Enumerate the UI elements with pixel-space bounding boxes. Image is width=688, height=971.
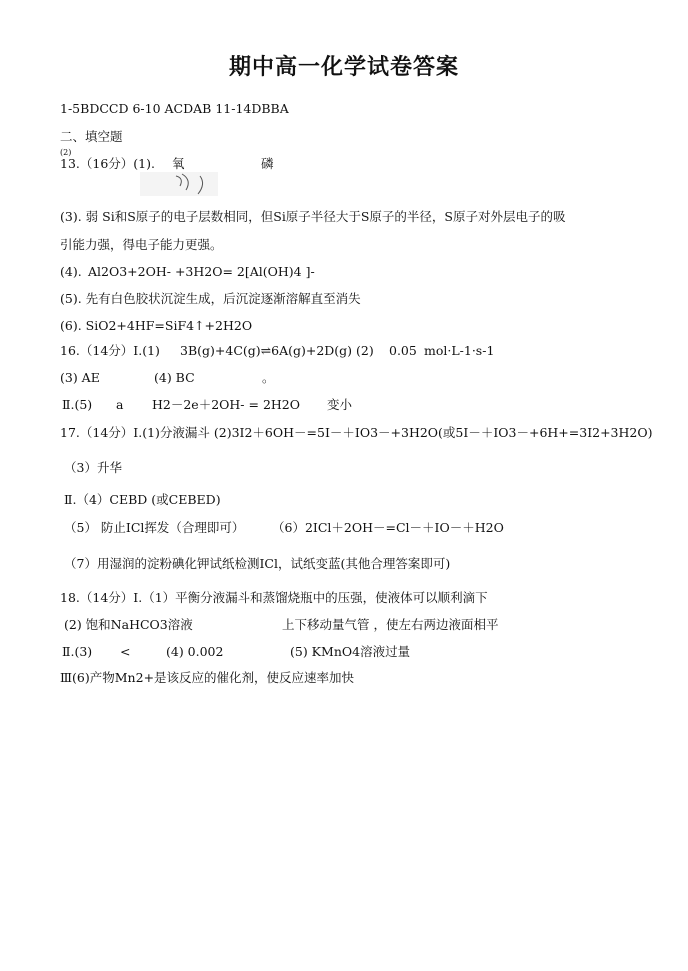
page-title: 期中高一化学试卷答案 [228, 55, 459, 80]
q17-part4: Ⅱ.（4）CEBD (或CEBED) [64, 492, 221, 507]
q18-line1: 18.（14分）Ⅰ.（1）平衡分液漏斗和蒸馏烧瓶中的压强，使液体可以顺利滴下 [60, 590, 488, 605]
q17-part5: （5） 防止ICl挥发（合理即可） [64, 520, 245, 535]
q18-part6: Ⅲ(6)产物Mn2+是该反应的催化剂，使反应速率加快 [60, 670, 355, 685]
q13-part4-equation: Al2O3+2OH- +3H2O= 2[Al(OH)4 ]- [88, 264, 315, 279]
q18-part5: (5) KMnO4溶液过量 [290, 644, 411, 659]
q17-part3: （3）升华 [64, 460, 122, 475]
q18-part3-label: Ⅱ.(3) [62, 644, 93, 659]
q13-part6: (6). SiO2+4HF=SiF4↑+2H2O [60, 318, 253, 333]
q13-part2-mark: (2) [60, 148, 72, 157]
q13-prefix: 13.（16分）(1). [60, 156, 155, 171]
q16-rate-unit: mol·L-1·s-1 [424, 343, 495, 358]
q18-part3-answer: < [120, 644, 131, 659]
q16-part5-electrode: a [116, 397, 124, 412]
q16-rate-value: 0.05 [389, 343, 417, 358]
q13-answer-oxygen: 氧 [172, 156, 185, 171]
q18-part4: (4) 0.002 [166, 644, 224, 659]
section-heading: 二、填空题 [60, 129, 123, 144]
q13-part4-label: (4). [60, 264, 82, 279]
q16-part2-label: (2) [356, 343, 374, 358]
q18-part2-method: 上下移动量气管 ，使左右两边液面相平 [282, 617, 499, 632]
q17-part7: （7）用湿润的淀粉碘化钾试纸检测ICl，试纸变蓝(其他合理答案即可) [64, 556, 451, 571]
q17-line1: 17.（14分）Ⅰ.(1)分液漏斗 (2)3I2＋6OH－=5I－＋IO3－+3H2O(或5I－＋IO3－+6H+=3I2+3H2O) [60, 425, 653, 440]
q18-part2: (2) 饱和NaHCO3溶液 [64, 617, 193, 632]
q17-part6: （6）2ICl＋2OH－=Cl－＋IO－＋H2O [272, 520, 504, 535]
atom-structure-figure [140, 172, 218, 196]
q16-part3: (3) AE [60, 370, 100, 385]
q13-part5: (5). 先有白色胶状沉淀生成，后沉淀逐渐溶解直至消失 [60, 291, 361, 306]
q16-part5-change: 变小 [327, 397, 353, 412]
multiple-choice-answers: 1-5BDCCD 6-10 ACDAB 11-14DBBA [60, 101, 289, 116]
q13-part3-cont: 引能力强，得电子能力更强。 [60, 237, 223, 252]
q16-part4: (4) BC [154, 370, 195, 385]
q16-part5-label: Ⅱ.(5) [62, 397, 93, 412]
q16-period: 。 [262, 370, 275, 385]
q16-part5-equation: H2－2e＋2OH- = 2H2O [152, 397, 301, 412]
q16-equation: 3B(g)+4C(g)⇌6A(g)+2D(g) [180, 343, 353, 358]
q13-part3: (3). 弱 Si和S原子的电子层数相同，但Si原子半径大于S原子的半径，S原子对外层电子的吸 [60, 209, 566, 224]
q16-prefix: 16.（14分）Ⅰ.(1) [60, 343, 160, 358]
q13-answer-phosphorus: 磷 [261, 156, 274, 171]
